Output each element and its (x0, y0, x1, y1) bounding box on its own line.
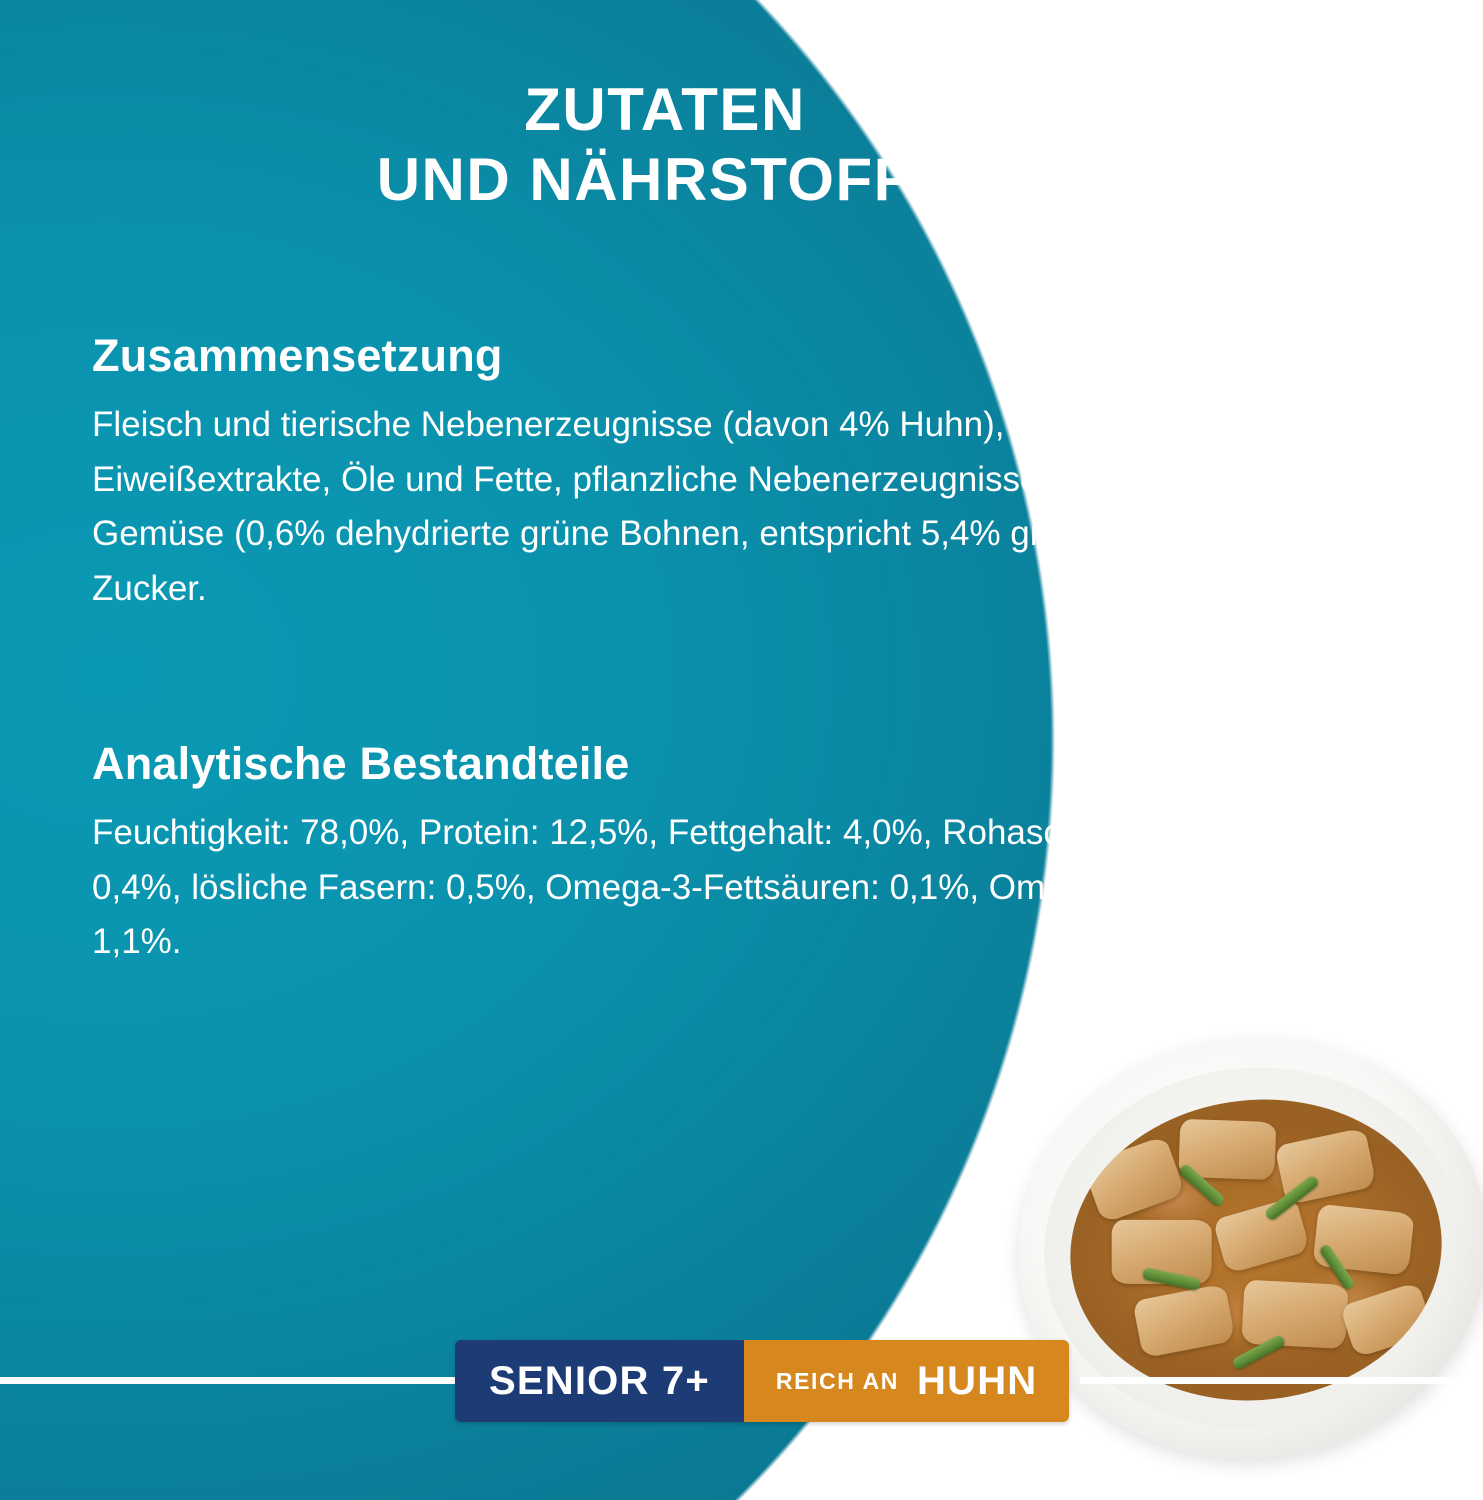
composition-body: Fleisch und tierische Nebenerzeugnisse (davon 4% Huhn), pflanzliche Eiweißextrakte, Öle und Fette, pflanzliche Nebenerzeugnisse, Mineralstoffe, Gemüse (0,6% dehydrierte grüne Bohnen, entspricht 5,4% grünen Bohnen), Zucker. (92, 405, 1272, 608)
food-plate-image (1018, 1038, 1483, 1468)
meat-chunk (1132, 1283, 1235, 1358)
meat-chunk (1241, 1280, 1348, 1349)
meat-chunk (1313, 1204, 1415, 1276)
analytical-heading: Analytische Bestandteile (92, 738, 630, 789)
page-title (0, 75, 1330, 215)
rich-in-label: REICH AN (775, 1367, 900, 1394)
page-title-line2: UND NÄHRSTOFFE (376, 146, 954, 214)
section-composition (92, 330, 1392, 616)
meat-chunk (1212, 1197, 1310, 1275)
section-analytical-constituents (92, 738, 1392, 970)
life-stage-label: SENIOR 7+ (489, 1358, 710, 1403)
flavour-badge (744, 1340, 1069, 1422)
flavour-label: HUHN (917, 1358, 1038, 1403)
life-stage-badge (455, 1340, 744, 1422)
divider-right (1080, 1377, 1483, 1384)
product-badge-banner (455, 1340, 1069, 1422)
analytical-body: Feuchtigkeit: 78,0%, Protein: 12,5%, Fettgehalt: 4,0%, Rohasche: 2,5%, Rohfaser: 0,4%, lösliche Fasern: 0,5%, Omega-3-Fettsäuren: 0,1%, Omega-6-Fettsäuren: 1,1%. (92, 813, 1371, 962)
divider-left (0, 1377, 465, 1384)
composition-heading: Zusammensetzung (92, 330, 503, 381)
page-title-line1: ZUTATEN (524, 76, 806, 143)
